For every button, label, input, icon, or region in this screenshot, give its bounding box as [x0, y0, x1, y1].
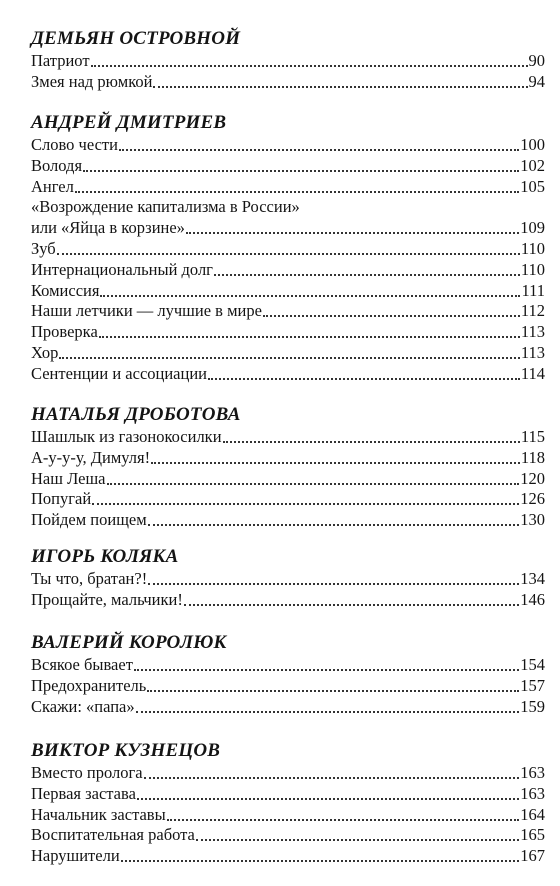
entry-title: Начальник заставы — [31, 804, 166, 824]
page-number: 146 — [520, 589, 545, 609]
toc-entry — [31, 488, 545, 510]
page-number: 102 — [520, 155, 545, 175]
page-number: 157 — [520, 675, 545, 695]
page-number: 118 — [520, 447, 545, 467]
dot-leader — [152, 71, 528, 93]
toc-entry — [31, 300, 545, 322]
toc-entry — [31, 589, 545, 611]
entry-title: Пойдем поищем — [31, 510, 147, 530]
toc-entry — [31, 363, 545, 385]
entry-title: Хор — [31, 343, 59, 362]
dot-leader — [183, 589, 520, 611]
entry-title: Нарушители — [31, 846, 120, 866]
entry-title: Попугай — [31, 489, 92, 509]
page-number: 163 — [520, 783, 545, 803]
entry-title: Зуб — [31, 239, 56, 258]
dot-leader — [133, 654, 520, 676]
dot-leader — [185, 217, 520, 239]
page-number: 111 — [521, 280, 545, 300]
dot-leader — [98, 321, 521, 343]
page-number: 113 — [520, 343, 545, 362]
toc-entry — [31, 196, 545, 218]
toc-entry — [31, 824, 545, 846]
entry-title: Патриот — [31, 51, 90, 70]
page-number: 165 — [520, 825, 545, 845]
entry-title: Прощайте, мальчики! — [31, 589, 183, 609]
page-number: 109 — [520, 218, 545, 238]
dot-leader — [120, 845, 521, 867]
page-number: 112 — [520, 301, 545, 321]
entry-title: Сентенции и ассоциации — [31, 363, 207, 383]
entry-title: «Возрождение капитализма в России» — [31, 197, 300, 217]
toc-entry — [31, 342, 545, 364]
page-number: 94 — [528, 71, 545, 91]
dot-leader — [90, 50, 529, 72]
dot-leader — [222, 426, 521, 448]
page-number: 126 — [520, 489, 545, 509]
page-number: 154 — [520, 655, 545, 674]
page-number: 90 — [528, 51, 545, 70]
entry-title: Всякое бывает — [31, 655, 133, 674]
entry-title: Интернациональный долг — [31, 259, 213, 279]
entry-title: Шашлык из газонокосилки — [31, 427, 222, 446]
entry-title: Ангел — [31, 176, 74, 196]
toc-entry — [31, 426, 545, 448]
dot-leader — [143, 762, 521, 784]
dot-leader — [207, 363, 521, 385]
dot-leader — [147, 509, 521, 531]
page-number: 167 — [520, 846, 545, 866]
toc-entry — [31, 71, 545, 93]
dot-leader — [146, 675, 520, 697]
page-number: 114 — [520, 363, 545, 383]
author-heading: ДЕМЬЯН ОСТРОВНОЙ — [31, 28, 241, 49]
page-number: 105 — [520, 176, 545, 196]
dot-leader — [262, 300, 521, 322]
toc-entry — [31, 783, 545, 805]
author-heading: АНДРЕЙ ДМИТРИЕВ — [31, 112, 227, 133]
dot-leader — [106, 468, 521, 490]
toc-entry — [31, 176, 545, 198]
page-number: 110 — [520, 239, 545, 258]
dot-leader — [56, 238, 521, 260]
entry-title: Володя — [31, 155, 83, 175]
page-number: 113 — [520, 322, 545, 342]
dot-leader — [166, 804, 521, 826]
page-number: 134 — [520, 569, 545, 588]
dot-leader — [136, 783, 520, 805]
dot-leader — [213, 259, 521, 281]
entry-title: Змея над рюмкой — [31, 71, 153, 91]
entry-title: Ты что, братан?! — [31, 569, 148, 588]
toc-entry — [31, 696, 545, 718]
author-heading: ИГОРЬ КОЛЯКА — [31, 546, 179, 567]
author-heading: НАТАЛЬЯ ДРОБОТОВА — [31, 404, 241, 425]
entry-title: Вместо пролога — [31, 763, 143, 782]
dot-leader — [147, 568, 520, 590]
entry-title: Слово чести — [31, 135, 118, 154]
toc-entry — [31, 762, 545, 784]
toc-entry — [31, 509, 545, 531]
toc-entry — [31, 134, 545, 156]
toc-entry — [31, 217, 545, 239]
entry-title: Комиссия — [31, 280, 100, 300]
dot-leader — [58, 342, 520, 364]
dot-leader — [91, 488, 520, 510]
dot-leader — [82, 155, 520, 177]
entry-title: А-у-у-у, Димуля! — [31, 447, 151, 467]
page-number: 120 — [520, 468, 545, 488]
dot-leader — [150, 447, 521, 469]
author-heading: ВИКТОР КУЗНЕЦОВ — [31, 740, 221, 761]
page-number: 159 — [520, 696, 545, 716]
entry-title: Наш Леша — [31, 468, 106, 488]
entry-title: или «Яйца в корзине» — [31, 218, 185, 238]
entry-title: Наши летчики — лучшие в мире — [31, 301, 262, 321]
toc-entry — [31, 804, 545, 826]
page-number: 110 — [520, 259, 545, 279]
toc-entry — [31, 259, 545, 281]
entry-title: Первая застава — [31, 783, 136, 803]
toc-entry — [31, 468, 545, 490]
dot-leader — [74, 176, 520, 198]
page-number: 163 — [520, 763, 545, 782]
toc-entry — [31, 447, 545, 469]
toc-entry — [31, 845, 545, 867]
page-number: 115 — [520, 427, 545, 446]
toc-entry — [31, 568, 545, 590]
toc-entry — [31, 238, 545, 260]
page-number: 130 — [520, 510, 545, 530]
toc-entry — [31, 280, 545, 302]
entry-title: Проверка — [31, 322, 98, 342]
toc-entry — [31, 155, 545, 177]
toc-entry — [31, 675, 545, 697]
page-number: 100 — [520, 135, 545, 154]
author-heading: ВАЛЕРИЙ КОРОЛЮК — [31, 632, 227, 653]
page-number: 164 — [520, 804, 545, 824]
entry-title: Воспитательная работа — [31, 825, 195, 845]
toc-entry — [31, 654, 545, 676]
entry-title: Скажи: «папа» — [31, 696, 135, 716]
dot-leader — [99, 280, 521, 302]
entry-title: Предохранитель — [31, 675, 147, 695]
toc-entry — [31, 321, 545, 343]
dot-leader — [118, 134, 520, 156]
toc-entry — [31, 50, 545, 72]
dot-leader — [135, 696, 521, 718]
dot-leader — [195, 824, 520, 846]
